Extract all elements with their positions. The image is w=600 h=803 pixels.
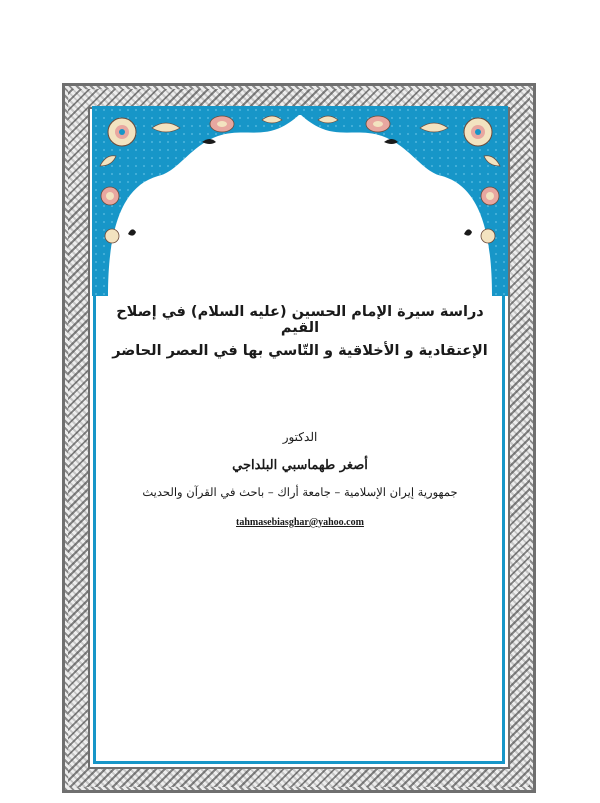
- flower-center-right: [366, 116, 390, 132]
- email-link[interactable]: tahmasebiasghar@yahoo.com: [236, 517, 364, 528]
- book-title-line-1: دراسة سيرة الإمام الحسين (عليه السلام) في إصلاح القيم: [116, 304, 484, 336]
- flower-center-left: [210, 116, 234, 132]
- arch-background: [92, 106, 508, 296]
- arch-ornament: [92, 106, 508, 296]
- flower-right-top: [464, 118, 492, 146]
- flower-left-top: [108, 118, 136, 146]
- book-title-line-2: الإعتقادية و الأخلاقية و التّاسي بها في العصر الحاضر: [112, 343, 488, 359]
- author-email[interactable]: [95, 517, 505, 528]
- author-degree: الدكتور: [282, 430, 318, 444]
- author-affiliation: جمهورية إيران الإسلامية – جامعة أراك – باحث في القرآن والحديث: [142, 485, 458, 499]
- author-name: أصغر طهماسبي البلداجي: [232, 458, 368, 473]
